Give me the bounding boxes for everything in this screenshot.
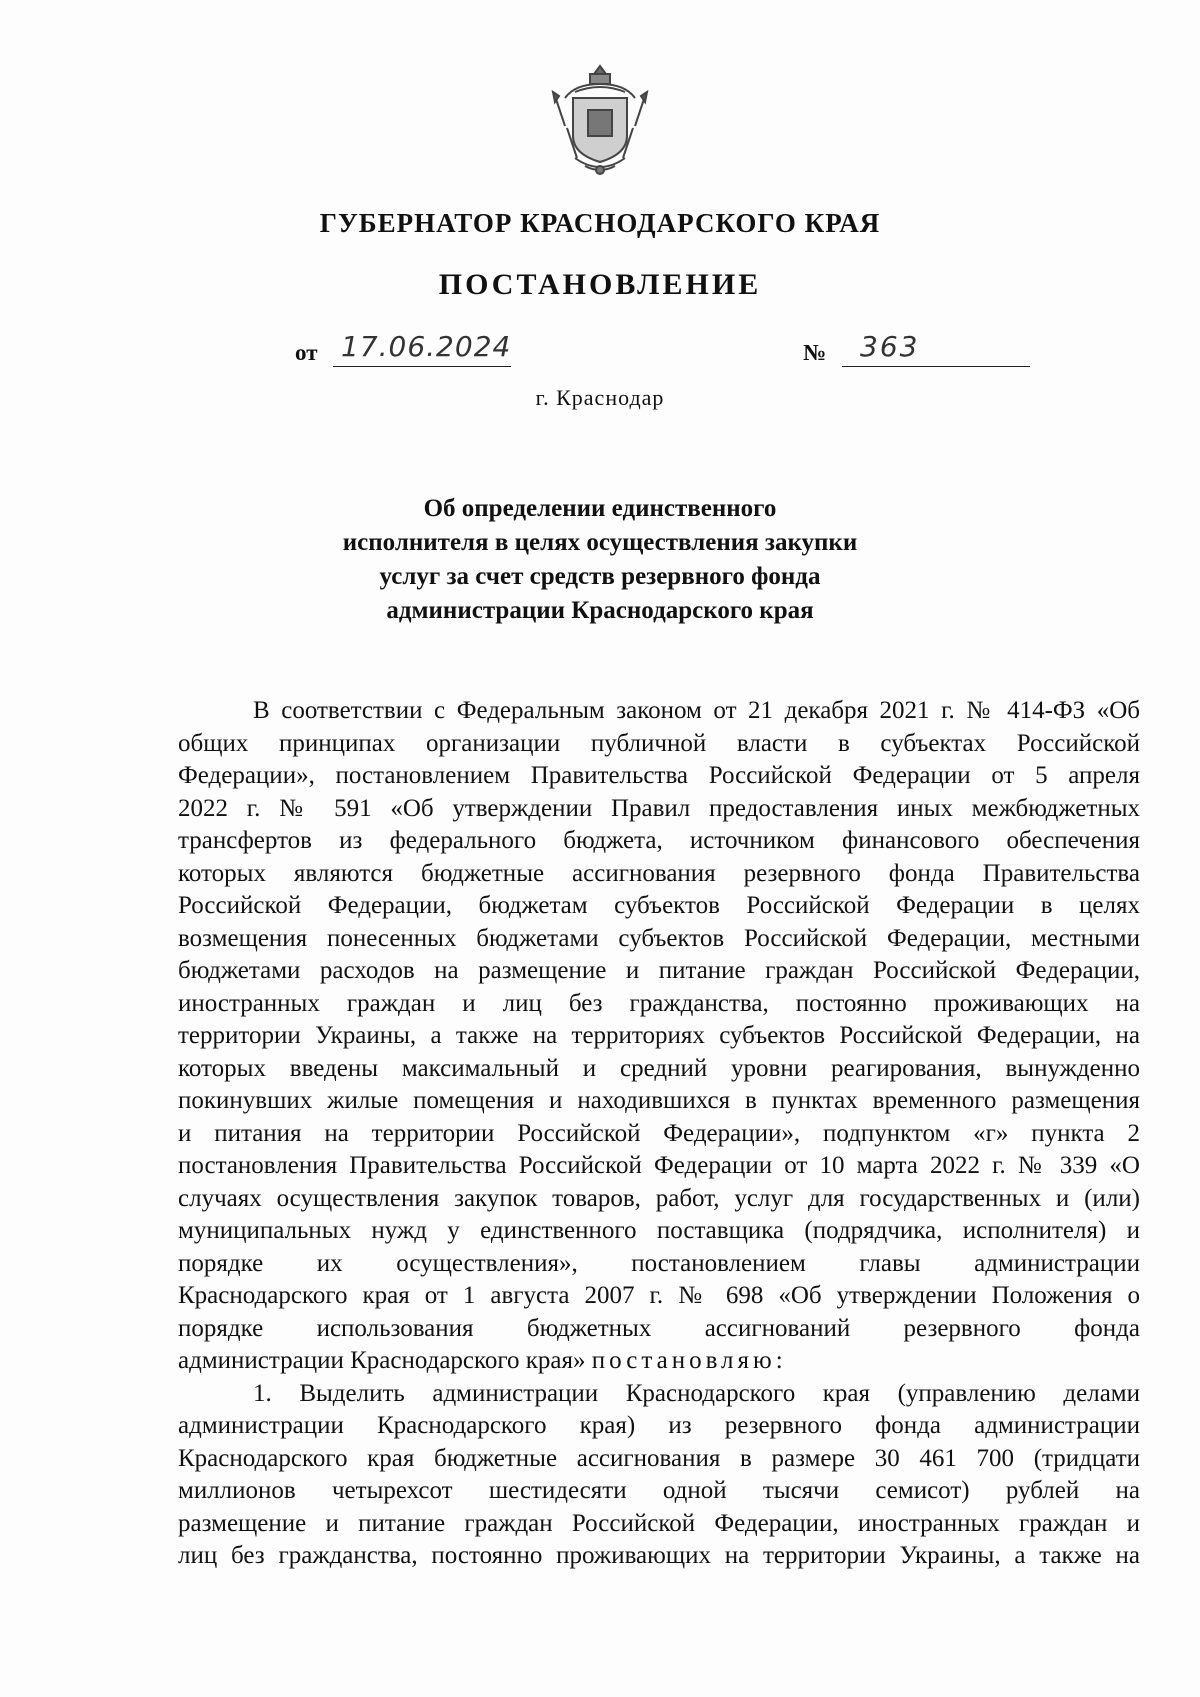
body-line: покинувших жилые помещения и находившихся в пунктах временного размещения <box>178 1087 1140 1114</box>
body-line: иностранных граждан и лиц без гражданства, постоянно проживающих на <box>178 989 1140 1017</box>
body-line: постановления Правительства Российской Федерации от 10 марта 2022 г. № 339 «О <box>178 1152 1140 1179</box>
item-1-line: Краснодарского края бюджетные ассигнования в размере 30 461 700 (тридцати <box>178 1444 1140 1472</box>
number-label: № <box>803 340 827 365</box>
document-title <box>240 492 960 628</box>
item-1-line: размещение и питание граждан Российской Федерации, иностранных граждан и <box>178 1509 1140 1537</box>
title-line: услуг за счет средств резервного фонда <box>379 563 821 590</box>
title-line: администрации Краснодарского края <box>386 597 814 624</box>
item-1-line: 1. Выделить администрации Краснодарского края (управлению делами <box>253 1379 1140 1407</box>
body-line: порядке использования бюджетных ассигнований резервного фонда <box>178 1314 1140 1342</box>
resolution-keyword: постановляю: <box>591 1347 787 1374</box>
date-label: от <box>295 340 318 365</box>
body-line: бюджетами расходов на размещение и питание граждан Российской Федерации, <box>178 957 1140 984</box>
body-line: которых являются бюджетные ассигнования резервного фонда Правительства <box>178 859 1140 887</box>
body-line: территории Украины, а также на территориях субъектов Российской Федерации, на <box>178 1022 1140 1049</box>
city: г. Краснодар <box>535 385 665 410</box>
item-1-line: миллионов четырехсот шестидесяти одной тысячи семисот) рублей на <box>178 1477 1140 1504</box>
body-line: возмещения понесенных бюджетами субъектов Российской Федерации, местными <box>178 924 1140 952</box>
body-line: муниципальных нужд у единственного поставщика (подрядчика, исполнителя) и <box>178 1217 1140 1244</box>
body-line: порядке их осуществления», постановлением главы администрации <box>178 1249 1140 1277</box>
date-underline <box>333 366 511 367</box>
body-line: Краснодарского края от 1 августа 2007 г. № 698 «Об утверждении Положения о <box>178 1282 1140 1309</box>
body-line: В соответствии с Федеральным законом от 21 декабря 2021 г. № 414-ФЗ «Об <box>253 697 1140 724</box>
handwritten-date: 17.06.2024 <box>341 330 512 363</box>
document-body <box>178 695 1140 1573</box>
item-1-line: администрации Краснодарского края) из резервного фонда администрации <box>178 1412 1140 1439</box>
body-line: которых введены максимальный и средний уровни реагирования, вынужденно <box>178 1054 1140 1082</box>
number-underline <box>842 366 1030 367</box>
resolution-line <box>178 1345 1140 1378</box>
date-number-row <box>295 330 1035 370</box>
body-line: Российской Федерации, бюджетам субъектов Российской Федерации в целях <box>178 892 1140 919</box>
handwritten-number: 363 <box>860 330 920 363</box>
body-line: Федерации», постановлением Правительства Российской Федерации от 5 апреля <box>178 762 1140 789</box>
body-line: трансфертов из федерального бюджета, источником финансового обеспечения <box>178 827 1140 854</box>
resolution-text: администрации Краснодарского края» <box>178 1347 586 1374</box>
body-line: и питания на территории Российской Федерации», подпунктом «г» пункта 2 <box>178 1119 1140 1147</box>
body-line: 2022 г. № 591 «Об утверждении Правил предоставления иных межбюджетных <box>178 794 1140 822</box>
title-line: исполнителя в целях осуществления закупки <box>342 529 858 556</box>
body-line: случаях осуществления закупок товаров, работ, услуг для государственных и (или) <box>178 1184 1140 1212</box>
document-type: ПОСТАНОВЛЕНИЕ <box>438 268 762 301</box>
body-line: общих принципах организации публичной власти в субъектах Российской <box>178 729 1140 757</box>
title-line: Об определении единственного <box>423 495 777 522</box>
item-1-line: лиц без гражданства, постоянно проживающих на территории Украины, а также на <box>178 1542 1140 1569</box>
issuing-authority: ГУБЕРНАТОР КРАСНОДАРСКОГО КРАЯ <box>319 208 881 238</box>
krasnodar-coat-of-arms-icon <box>545 58 655 178</box>
